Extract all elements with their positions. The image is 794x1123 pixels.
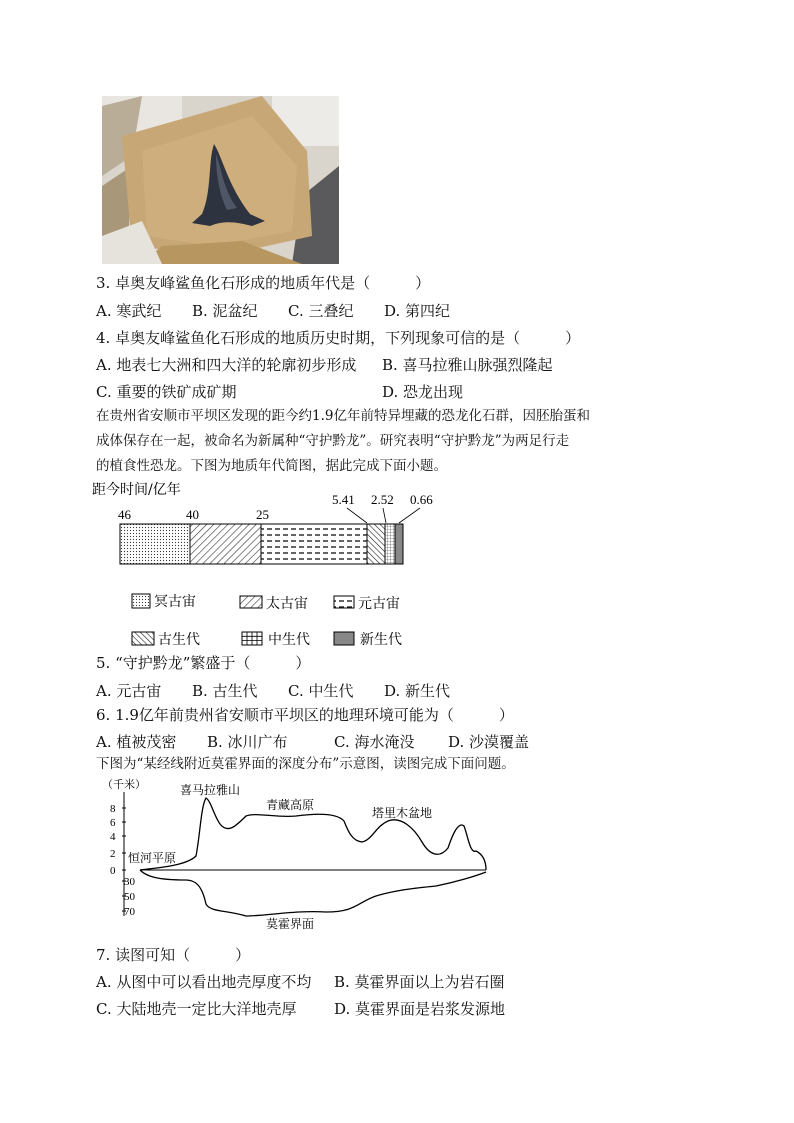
bar-proterozoic — [261, 524, 367, 564]
question-3-stem: 3. 卓奥友峰鲨鱼化石形成的地质年代是（ ） — [96, 274, 431, 292]
moho-boundary-line — [140, 870, 486, 916]
q3-option-d: D. 第四纪 — [384, 302, 451, 320]
passage-dinosaur — [96, 404, 696, 479]
leader-2-52 — [383, 508, 386, 523]
label-tarim-basin: 塔里木盆地 — [372, 806, 433, 820]
q5-option-d: D. 新生代 — [384, 682, 451, 700]
question-7-stem: 7. 读图可知（ ） — [96, 946, 251, 964]
ytick-6: 6 — [110, 817, 116, 829]
q5-option-a: A. 元古宙 — [96, 682, 162, 700]
ytick-70: 70 — [124, 906, 135, 918]
tick-25: 25 — [256, 507, 269, 522]
q6-option-c: C. 海水淹没 — [334, 733, 415, 751]
timeline-legend-row-2 — [130, 628, 420, 650]
tick-46: 46 — [118, 507, 131, 522]
passage-line-3: 的植食性恐龙。下图为地质年代简图，据此完成下面小题。 — [96, 458, 447, 474]
passage-line-2: 成体保存在一起，被命名为新属种“守护黔龙”。研究表明“守护黔龙”为两足行走 — [96, 433, 570, 449]
legend-paleozoic: 古生代 — [158, 632, 200, 648]
passage-moho: 下图为“某经线附近莫霍界面的深度分布”示意图，读图完成下面问题。 — [96, 756, 515, 772]
legend-hadean: 冥古宙 — [154, 594, 196, 610]
ytick-8: 8 — [110, 803, 116, 815]
label-moho: 莫霍界面 — [266, 917, 315, 931]
legend-mesozoic: 中生代 — [268, 632, 310, 648]
q4-option-c: C. 重要的铁矿成矿期 — [96, 383, 237, 401]
label-ganges-plain: 恒河平原 — [128, 851, 177, 865]
legend-archean: 太古宙 — [266, 596, 308, 612]
shark-tooth-fossil-photo — [102, 96, 339, 264]
legend-proterozoic: 元古宙 — [358, 596, 400, 612]
legend-swatch-paleozoic — [132, 632, 154, 645]
q3-option-b: B. 泥盆纪 — [192, 302, 258, 320]
q3-option-c: C. 三叠纪 — [288, 302, 354, 320]
bar-hadean — [120, 524, 190, 564]
leader-0-66 — [399, 508, 420, 523]
legend-swatch-hadean — [132, 594, 150, 608]
bar-archean — [190, 524, 261, 564]
legend-swatch-archean — [240, 596, 262, 608]
q7-option-a: A. 从图中可以看出地壳厚度不均 — [96, 973, 312, 991]
legend-swatch-cenozoic — [334, 632, 354, 645]
ytick-50: 50 — [124, 891, 135, 903]
legend-cenozoic: 新生代 — [360, 632, 402, 648]
ytick-2: 2 — [110, 848, 116, 860]
q7-option-b: B. 莫霍界面以上为岩石圈 — [334, 973, 505, 991]
tick-40: 40 — [186, 507, 199, 522]
ytick-30: 30 — [124, 876, 135, 888]
timeline-axis-label: 距今时间/亿年 — [92, 482, 181, 498]
label-himalaya: 喜马拉雅山 — [180, 783, 241, 797]
q4-option-b: B. 喜马拉雅山脉强烈隆起 — [382, 356, 553, 374]
label-tibetan-plateau: 青藏高原 — [266, 798, 315, 812]
bar-mesozoic — [385, 524, 395, 564]
q6-option-a: A. 植被茂密 — [96, 733, 177, 751]
tick-2-52: 2.52 — [371, 492, 394, 507]
ytick-0: 0 — [110, 865, 116, 877]
q7-option-c: C. 大陆地壳一定比大洋地壳厚 — [96, 1000, 297, 1018]
q5-option-c: C. 中生代 — [288, 682, 354, 700]
question-5-stem: 5. “守护黔龙”繁盛于（ ） — [96, 654, 311, 672]
question-4-stem: 4. 卓奥友峰鲨鱼化石形成的地质历史时期，下列现象可信的是（ ） — [96, 329, 581, 347]
moho-profile-figure — [96, 776, 496, 934]
tick-0-66: 0.66 — [410, 492, 433, 507]
q4-option-a: A. 地表七大洲和四大洋的轮廓初步形成 — [96, 356, 357, 374]
ytick-4: 4 — [110, 831, 116, 843]
q6-option-b: B. 冰川广布 — [207, 733, 288, 751]
q6-option-d: D. 沙漠覆盖 — [448, 733, 530, 751]
q7-option-d: D. 莫霍界面是岩浆发源地 — [334, 1000, 506, 1018]
question-6-stem: 6. 1.9亿年前贵州省安顺市平坝区的地理环境可能为（ ） — [96, 706, 514, 724]
bar-cenozoic — [395, 524, 403, 564]
q3-option-a: A. 寒武纪 — [96, 302, 162, 320]
bar-paleozoic — [367, 524, 385, 564]
tick-5-41: 5.41 — [332, 492, 355, 507]
q5-option-b: B. 古生代 — [192, 682, 258, 700]
legend-swatch-proterozoic — [334, 596, 354, 608]
profile-unit: （千米） — [102, 778, 146, 791]
leader-5-41 — [347, 508, 367, 523]
q4-option-d: D. 恐龙出现 — [382, 383, 464, 401]
passage-line-1: 在贵州省安顺市平坝区发现的距今约1.9亿年前特异埋藏的恐龙化石群，因胚胎蛋和 — [96, 408, 590, 424]
